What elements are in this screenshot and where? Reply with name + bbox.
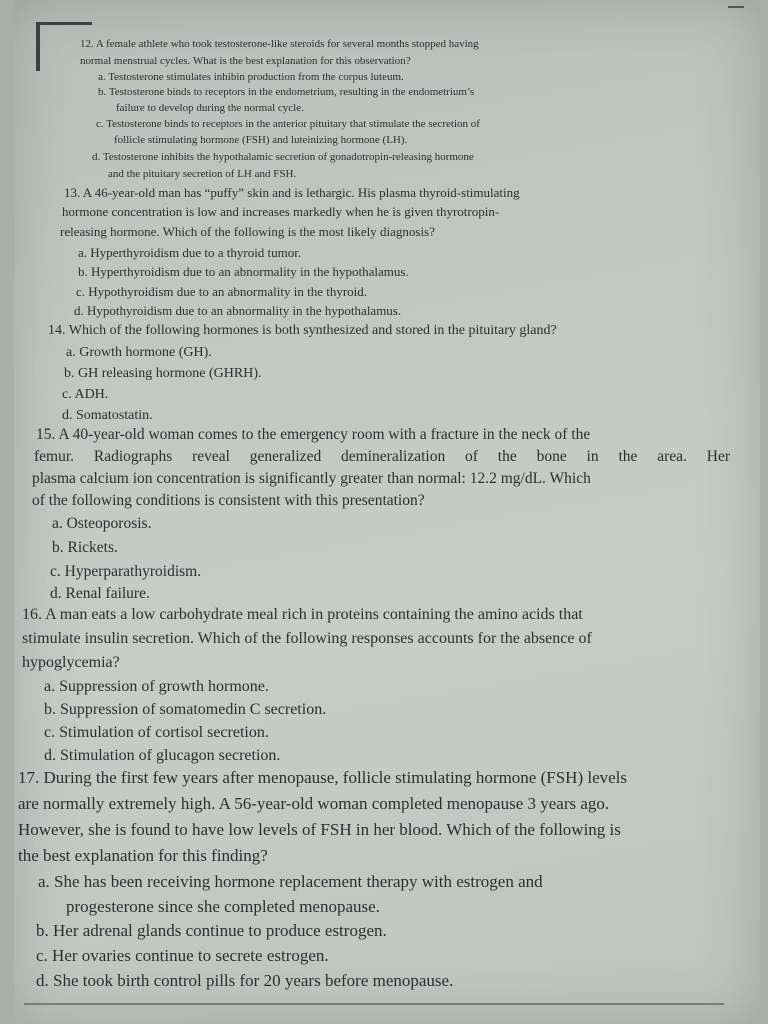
answer-option-c[interactable]: c. Her ovaries continue to secrete estrogen. — [36, 946, 329, 965]
question-stem-line: stimulate insulin secretion. Which of the following responses accounts for the absence of — [22, 630, 592, 647]
answer-option-b[interactable]: b. Rickets. — [52, 539, 118, 556]
answer-option-d[interactable]: d. She took birth control pills for 20 years before menopause. — [36, 971, 454, 990]
answer-option-d[interactable]: d. Renal failure. — [50, 585, 150, 602]
question-stem-line: However, she is found to have low levels of FSH in her blood. Which of the following is — [18, 820, 621, 839]
question-stem-line: normal menstrual cycles. What is the best explanation for this observation? — [80, 55, 411, 67]
question-stem-line: of the following conditions is consistent with this presentation? — [32, 492, 425, 509]
question-stem-line: 13. A 46-year-old man has “puffy” skin and is lethargic. His plasma thyroid-stimulating — [64, 185, 520, 200]
question-stem-line: 17. During the first few years after menopause, follicle stimulating hormone (FSH) levels — [18, 768, 628, 787]
answer-option-d[interactable]: d. Somatostatin. — [62, 408, 153, 423]
question-stem-line: 12. A female athlete who took testosterone-like steroids for several months stopped having — [80, 38, 479, 50]
answer-option-d[interactable]: d. Testosterone inhibits the hypothalamic secretion of gonadotropin-releasing hormone — [92, 151, 474, 163]
answer-option-c[interactable]: c. Stimulation of cortisol secretion. — [44, 724, 269, 741]
answer-option-b-continued: failure to develop during the normal cycle. — [116, 102, 304, 114]
answer-option-b[interactable]: b. Testosterone binds to receptors in the endometrium, resulting in the endometrium’s — [98, 86, 475, 98]
corner-tick-mark — [728, 6, 744, 8]
answer-option-b[interactable]: b. Her adrenal glands continue to produce estrogen. — [36, 921, 387, 940]
answer-option-d[interactable]: d. Stimulation of glucagon secretion. — [44, 747, 281, 764]
answer-option-b[interactable]: b. GH releasing hormone (GHRH). — [64, 366, 262, 381]
question-stem-line: 16. A man eats a low carbohydrate meal rich in proteins containing the amino acids that — [22, 606, 583, 623]
question-stem-line: the best explanation for this finding? — [18, 846, 268, 865]
answer-option-b[interactable]: b. Suppression of somatomedin C secretion. — [44, 701, 327, 718]
answer-option-b[interactable]: b. Hyperthyroidism due to an abnormality in the hypothalamus. — [78, 264, 409, 279]
answer-option-a[interactable]: a. She has been receiving hormone replacement therapy with estrogen and — [38, 872, 543, 891]
question-stem-line: 15. A 40-year-old woman comes to the emergency room with a fracture in the neck of the — [36, 426, 591, 443]
answer-option-a[interactable]: a. Hyperthyroidism due to a thyroid tumor. — [78, 245, 302, 260]
page-bottom-rule — [24, 1003, 724, 1005]
answer-option-d-continued: and the pituitary secretion of LH and FSH. — [108, 168, 297, 180]
answer-option-d[interactable]: d. Hypothyroidism due to an abnormality in the hypothalamus. — [74, 303, 402, 318]
answer-option-a[interactable]: a. Growth hormone (GH). — [66, 345, 212, 360]
answer-option-a[interactable]: a. Osteoporosis. — [52, 515, 152, 532]
answer-option-c[interactable]: c. Hyperparathyroidism. — [50, 563, 202, 580]
question-stem-line: femur. Radiographs reveal generalized demineralization of the bone in the area. Her — [34, 448, 730, 465]
answer-option-c[interactable]: c. ADH. — [62, 387, 109, 402]
question-stem-line: hypoglycemia? — [22, 654, 120, 671]
answer-option-a[interactable]: a. Suppression of growth hormone. — [44, 678, 269, 695]
question-stem-line: hormone concentration is low and increases markedly when he is given thyrotropin- — [62, 204, 500, 219]
question-stem-line: are normally extremely high. A 56-year-old woman completed menopause 3 years ago. — [18, 794, 610, 813]
document-page — [14, 0, 760, 1024]
question-stem-line: releasing hormone. Which of the following is the most likely diagnosis? — [60, 224, 435, 239]
question-stem-line: plasma calcium ion concentration is significantly greater than normal: 12.2 mg/dL. Which — [32, 470, 591, 487]
answer-option-c[interactable]: c. Hypothyroidism due to an abnormality in the thyroid. — [76, 284, 368, 299]
answer-option-a[interactable]: a. Testosterone stimulates inhibin production from the corpus luteum. — [98, 71, 404, 83]
question-stem-line: 14. Which of the following hormones is both synthesized and stored in the pituitary gland? — [48, 323, 557, 338]
answer-option-c-continued: follicle stimulating hormone (FSH) and luteinizing hormone (LH). — [114, 134, 408, 146]
answer-option-c[interactable]: c. Testosterone binds to receptors in the anterior pituitary that stimulate the secretion of — [96, 118, 480, 130]
answer-option-a-continued: progesterone since she completed menopause. — [66, 897, 380, 916]
